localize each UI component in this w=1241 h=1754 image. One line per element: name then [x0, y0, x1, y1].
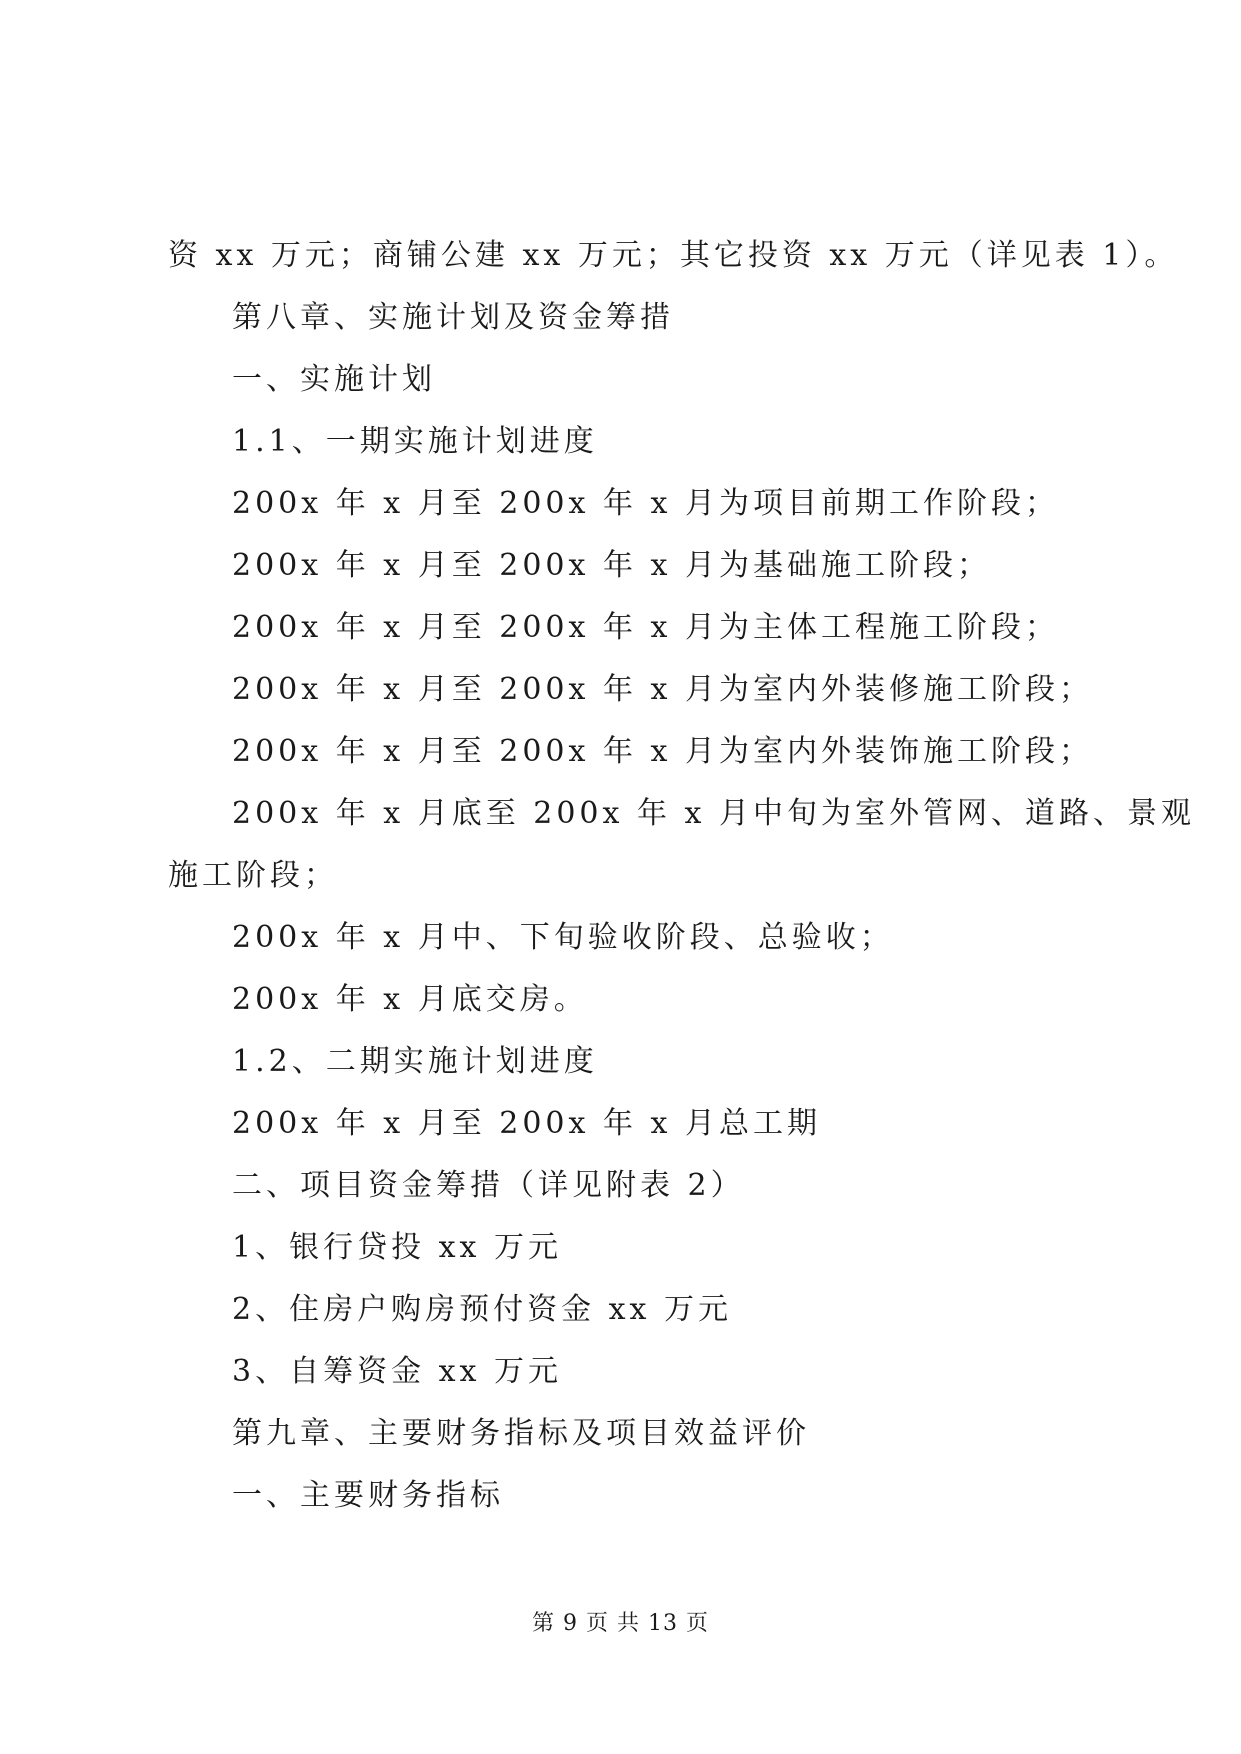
page-number-footer: 第 9 页 共 13 页 [532, 1611, 709, 1636]
schedule-line-handover: 200x 年 x 月底交房。 [232, 982, 588, 1017]
schedule-line-decoration: 200x 年 x 月至 200x 年 x 月为室内外装饰施工阶段； [232, 734, 1093, 769]
chapter-heading-9: 第九章、主要财务指标及项目效益评价 [232, 1416, 810, 1451]
chapter-heading-8: 第八章、实施计划及资金筹措 [232, 300, 674, 335]
schedule-line-preliminary: 200x 年 x 月至 200x 年 x 月为项目前期工作阶段； [232, 486, 1059, 521]
schedule-line-outdoor-continued: 施工阶段； [168, 858, 338, 893]
section-heading-financial-indicators: 一、主要财务指标 [232, 1478, 504, 1513]
schedule-line-foundation: 200x 年 x 月至 200x 年 x 月为基础施工阶段； [232, 548, 991, 583]
subsection-heading-phase-2: 1.2、二期实施计划进度 [232, 1044, 598, 1079]
schedule-line-renovation: 200x 年 x 月至 200x 年 x 月为室内外装修施工阶段； [232, 672, 1093, 707]
schedule-line-total-period: 200x 年 x 月至 200x 年 x 月总工期 [232, 1106, 821, 1141]
schedule-line-acceptance: 200x 年 x 月中、下旬验收阶段、总验收； [232, 920, 894, 955]
schedule-line-outdoor: 200x 年 x 月底至 200x 年 x 月中旬为室外管网、道路、景观 [232, 796, 1195, 831]
body-line-investment-continued: 资 xx 万元；商铺公建 xx 万元；其它投资 xx 万元（详见表 1）。 [168, 238, 1179, 273]
funding-item-self-raised: 3、自筹资金 xx 万元 [232, 1354, 562, 1389]
funding-item-bank-loan: 1、银行贷投 xx 万元 [232, 1230, 562, 1265]
section-heading-funding: 二、项目资金筹措（详见附表 2） [232, 1168, 745, 1203]
subsection-heading-phase-1: 1.1、一期实施计划进度 [232, 424, 598, 459]
schedule-line-main-structure: 200x 年 x 月至 200x 年 x 月为主体工程施工阶段； [232, 610, 1059, 645]
section-heading-implementation-plan: 一、实施计划 [232, 362, 436, 397]
funding-item-prepayment: 2、住房户购房预付资金 xx 万元 [232, 1292, 732, 1327]
